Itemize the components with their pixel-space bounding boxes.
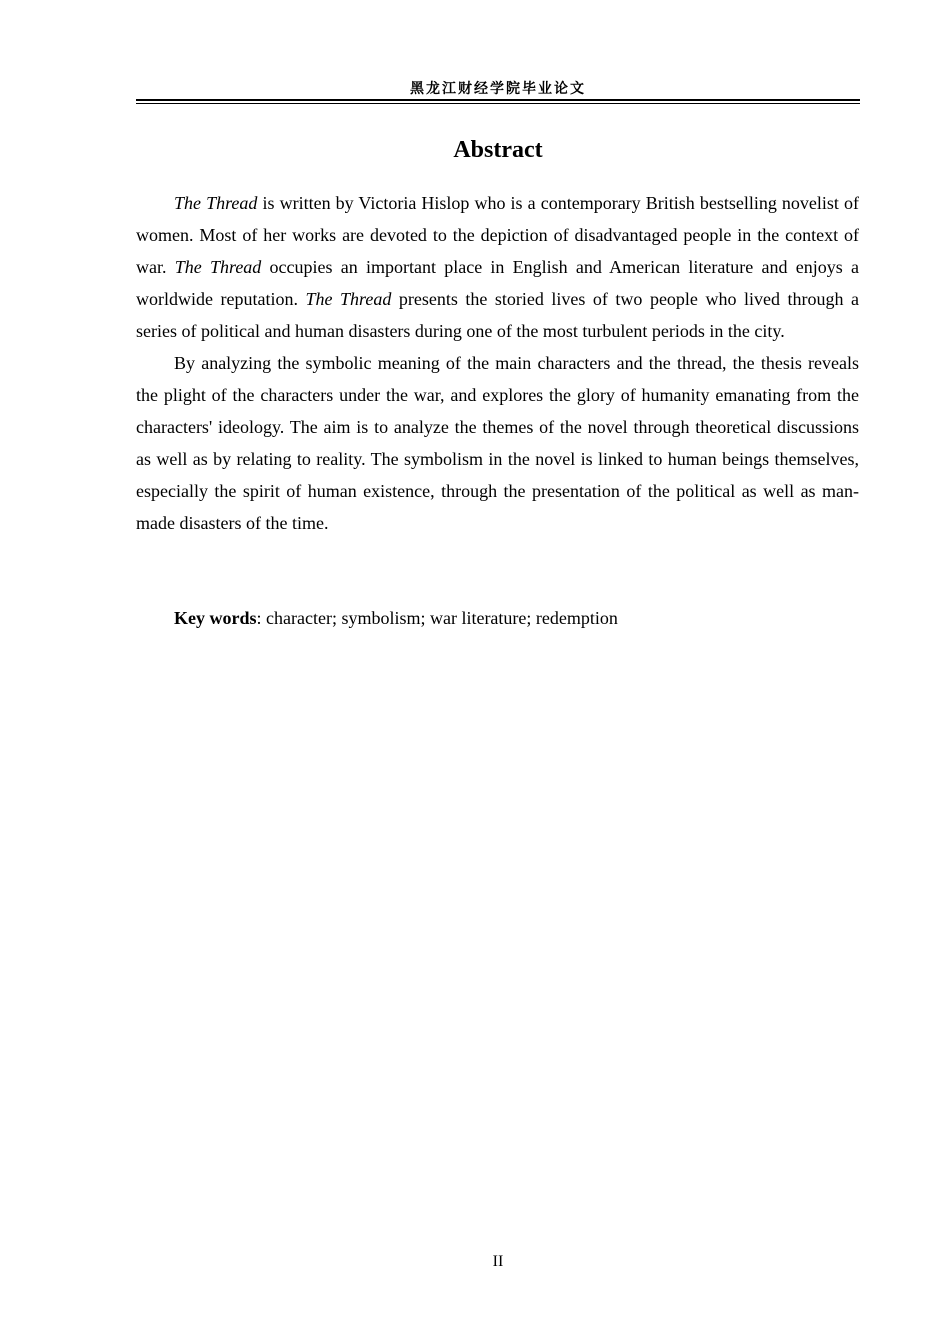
- keywords-label: Key words: [174, 608, 257, 628]
- abstract-paragraph-2: By analyzing the symbolic meaning of the main characters and the thread, the thesis reveals the plight of the characters under the war, and explores the glory of humanity emanating from the characters' ideology. The aim is to analyze the themes of the novel through theoretical discussions as well as by relating to reality. The symbolism in the novel is linked to human beings themselves, especially the spirit of human existence, through the presentation of the political as well as man-made disasters of the time.: [136, 353, 859, 533]
- abstract-heading: Abstract: [453, 137, 543, 163]
- page-number: II: [492, 1253, 504, 1270]
- paragraph-text: is written by Victoria Hislop who is a contemporary British bestselling novelist of women. Most of her works are devoted to the depiction of disadvantaged people in the context of war.: [136, 193, 859, 277]
- keywords-text: character; symbolism; war literature; redemption: [266, 608, 618, 628]
- header-rule-thick: [136, 99, 860, 101]
- page-header-title: 黑龙江财经学院毕业论文: [410, 81, 586, 97]
- keywords-line: [174, 602, 859, 634]
- book-title-italic: The Thread: [174, 193, 258, 213]
- book-title-italic: The Thread: [305, 289, 392, 309]
- keywords-separator: :: [256, 608, 267, 628]
- paragraph-text: presents the storied lives of two people who lived through a series of political and human disasters during one of the most turbulent periods in the city.: [136, 289, 859, 341]
- paragraph-text: occupies an important place in English and American literature and enjoys a worldwide reputation.: [136, 257, 859, 309]
- book-title-italic: The Thread: [174, 257, 262, 277]
- abstract-paragraph-1: [136, 187, 859, 347]
- abstract-body: [136, 187, 859, 539]
- header-rule-thin: [136, 103, 860, 104]
